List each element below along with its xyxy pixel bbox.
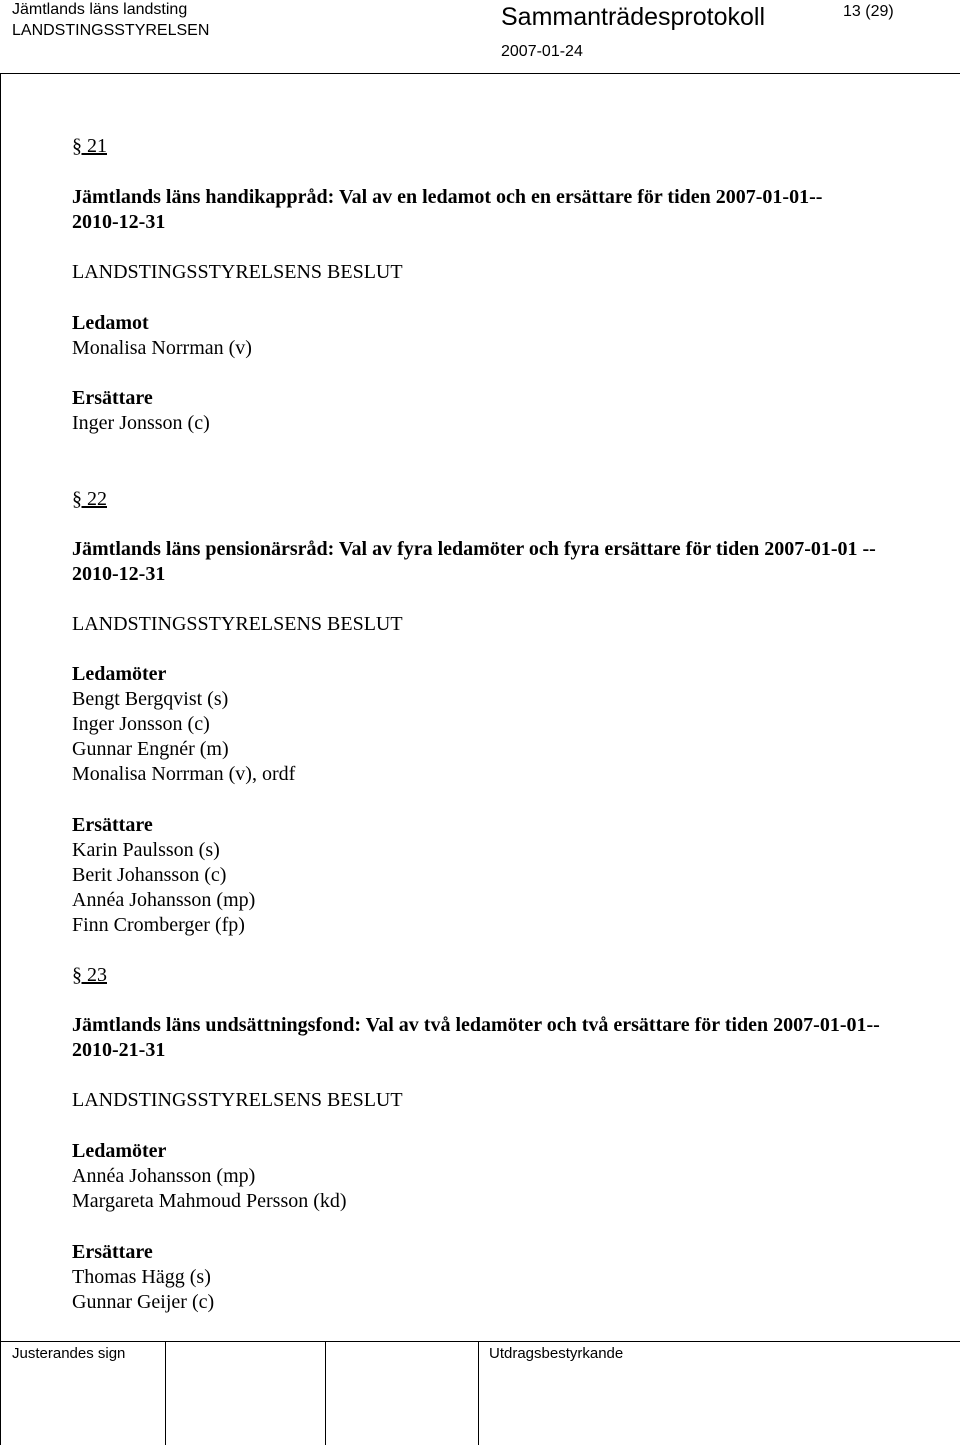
page-number: 13 (29)	[843, 3, 894, 20]
member-item: Monalisa Norrman (v)	[72, 337, 252, 359]
paragraph-title-line1: Jämtlands läns handikappråd: Val av en ledamot och en ersättare för tiden 2007-01-01--	[72, 186, 823, 208]
member-item: Annéa Johansson (mp)	[72, 1165, 256, 1187]
substitute-item: Thomas Hägg (s)	[72, 1266, 211, 1288]
substitute-item: Berit Johansson (c)	[72, 864, 227, 886]
paragraph-number: § 21	[72, 135, 107, 157]
paragraph-title-line1: Jämtlands läns pensionärsråd: Val av fyra ledamöter och fyra ersättare för tiden 2007-01-01 --	[72, 538, 876, 560]
members-label: Ledamöter	[72, 1140, 167, 1162]
paragraph-title-line2: 2010-12-31	[72, 211, 166, 233]
footer-column-divider	[165, 1341, 166, 1445]
member-item: Monalisa Norrman (v), ordf	[72, 763, 296, 785]
footer-column-divider	[478, 1341, 479, 1445]
document-date: 2007-01-24	[501, 43, 583, 60]
header-rule	[0, 73, 960, 74]
paragraph-number: § 22	[72, 488, 107, 510]
paragraph-number: § 23	[72, 964, 107, 986]
footer-rule	[0, 1341, 960, 1342]
footer-certification-label: Utdragsbestyrkande	[489, 1345, 624, 1362]
decision-heading: LANDSTINGSSTYRELSENS BESLUT	[72, 1089, 403, 1111]
members-label: Ledamöter	[72, 663, 167, 685]
header-dept: LANDSTINGSSTYRELSEN	[12, 22, 210, 39]
paragraph-title-line2: 2010-21-31	[72, 1039, 166, 1061]
substitute-item: Annéa Johansson (mp)	[72, 889, 256, 911]
footer-column-divider	[325, 1341, 326, 1445]
left-margin-rule	[0, 73, 1, 1445]
member-item: Inger Jonsson (c)	[72, 713, 210, 735]
paragraph-title-line1: Jämtlands läns undsättningsfond: Val av två ledamöter och två ersättare för tiden 2007-01-01--	[72, 1014, 880, 1036]
substitutes-label: Ersättare	[72, 1241, 153, 1263]
decision-heading: LANDSTINGSSTYRELSENS BESLUT	[72, 261, 403, 283]
substitute-item: Karin Paulsson (s)	[72, 839, 220, 861]
header-org: Jämtlands läns landsting	[12, 1, 188, 18]
members-label: Ledamot	[72, 312, 149, 334]
member-item: Margareta Mahmoud Persson (kd)	[72, 1190, 347, 1212]
paragraph-title-line2: 2010-12-31	[72, 563, 166, 585]
document-type-title: Sammanträdesprotokoll	[501, 3, 766, 31]
substitute-item: Finn Cromberger (fp)	[72, 914, 245, 936]
substitute-item: Inger Jonsson (c)	[72, 412, 210, 434]
substitute-item: Gunnar Geijer (c)	[72, 1291, 215, 1313]
substitutes-label: Ersättare	[72, 814, 153, 836]
substitutes-label: Ersättare	[72, 387, 153, 409]
member-item: Bengt Bergqvist (s)	[72, 688, 229, 710]
member-item: Gunnar Engnér (m)	[72, 738, 229, 760]
decision-heading: LANDSTINGSSTYRELSENS BESLUT	[72, 613, 403, 635]
footer-signature-label: Justerandes sign	[12, 1345, 126, 1362]
